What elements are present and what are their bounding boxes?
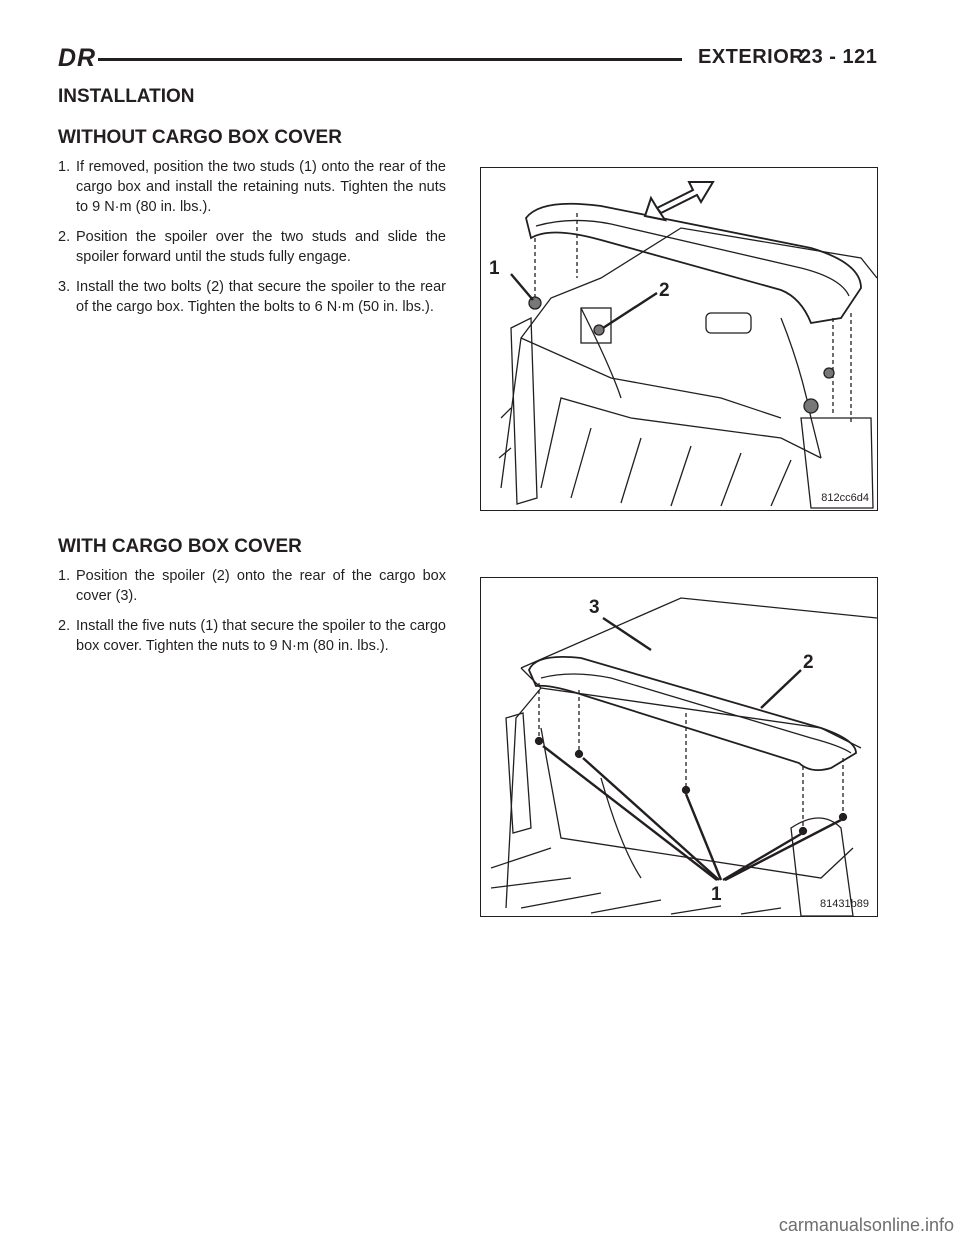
step-text: Position the spoiler (2) onto the rear of the cargo box cover (3). bbox=[76, 568, 446, 604]
spoiler-with-cover-figure bbox=[480, 577, 878, 917]
with-cover-steps bbox=[58, 566, 446, 666]
step-number: 3. bbox=[58, 279, 71, 295]
step-text: Position the spoiler over the two studs and slide the spoiler forward until the studs fully engage. bbox=[76, 229, 446, 265]
section-name: EXTERIOR bbox=[698, 46, 805, 68]
step-number: 2. bbox=[58, 618, 71, 634]
step-item bbox=[58, 227, 446, 267]
step-text: Install the five nuts (1) that secure the spoiler to the cargo box cover. Tighten the nuts to 9 N·m (80 in. lbs.). bbox=[76, 618, 446, 654]
step-number: 1. bbox=[58, 159, 71, 175]
watermark: carmanualsonline.info bbox=[778, 1215, 954, 1235]
callout-1: 1 bbox=[489, 258, 500, 279]
spoiler-cover-illustration bbox=[481, 578, 877, 916]
without-cover-steps bbox=[58, 157, 446, 327]
callout-1: 1 bbox=[711, 884, 722, 905]
step-item bbox=[58, 277, 446, 317]
without-cover-heading: WITHOUT CARGO BOX COVER bbox=[58, 127, 342, 148]
model-code: DR bbox=[58, 44, 97, 72]
figure-id: 81431b89 bbox=[820, 898, 869, 910]
installation-heading: INSTALLATION bbox=[58, 86, 195, 107]
with-cover-heading: WITH CARGO BOX COVER bbox=[58, 536, 302, 557]
callout-3: 3 bbox=[589, 597, 600, 618]
step-item bbox=[58, 616, 446, 656]
step-text: If removed, position the two studs (1) onto the rear of the cargo box and install the retaining nuts. Tighten the nuts to 9 N·m (80 in. lbs.). bbox=[76, 159, 446, 215]
page-header bbox=[58, 44, 878, 72]
spoiler-without-cover-figure bbox=[480, 167, 878, 511]
page-number: 23 - 121 bbox=[800, 46, 878, 68]
spoiler-illustration bbox=[481, 168, 877, 510]
step-text: Install the two bolts (2) that secure the spoiler to the rear of the cargo box. Tighten the bolts to 6 N·m (50 in. lbs.). bbox=[76, 279, 446, 315]
step-item bbox=[58, 566, 446, 606]
header-rule bbox=[98, 58, 682, 61]
step-item bbox=[58, 157, 446, 217]
figure-id: 812cc6d4 bbox=[821, 492, 869, 504]
step-number: 2. bbox=[58, 229, 71, 245]
step-number: 1. bbox=[58, 568, 71, 584]
callout-2: 2 bbox=[659, 280, 670, 301]
callout-2: 2 bbox=[803, 652, 814, 673]
